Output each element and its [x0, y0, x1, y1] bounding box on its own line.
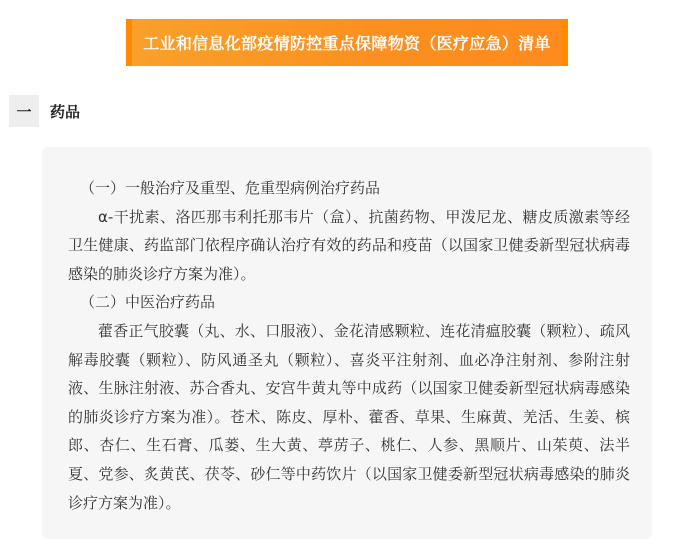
section-title: 药品: [50, 102, 81, 121]
paragraph-general-drugs: α-干扰素、洛匹那韦利托那韦片（盒）、抗菌药物、甲泼尼龙、糖皮质激素等经卫生健康、药监部门依程序确认治疗有效的药品和疫苗（以国家卫健委新型冠状病毒感染的肺炎诊疗方案为准）。: [68, 207, 630, 283]
subsection-heading-general: （一）一般治疗及重型、危重型病例治疗药品: [80, 179, 381, 197]
subsection-heading-tcm: （二）中医治疗药品: [80, 293, 216, 312]
content-body: [68, 174, 630, 517]
page-title: 工业和信息化部疫情防控重点保障物资（医疗应急）清单: [143, 34, 551, 53]
section-header: [9, 95, 80, 127]
content-card: [42, 147, 652, 539]
title-banner: [126, 19, 568, 66]
section-number-marker: 一: [9, 95, 39, 127]
paragraph-tcm-drugs: 藿香正气胶囊（丸、水、口服液）、金花清感颗粒、连花清瘟胶囊（颗粒）、疏风解毒胶囊（颗粒）、防风通圣丸（颗粒）、喜炎平注射剂、血必净注射剂、参附注射液、生脉注射液、苏合香丸、安宫牛黄丸等中成药（以国家卫健委新型冠状病毒感染的肺炎诊疗方案为准）。苍术、陈皮、厚朴、藿香、草果、生麻黄、羌活、生姜、槟郎、杏仁、生石膏、瓜蒌、生大黄、葶苈子、桃仁、人参、黑顺片、山茱萸、法半夏、党参、炙黄芪、茯苓、砂仁等中药饮片（以国家卫健委新型冠状病毒感染的肺炎诊疗方案为准）。: [68, 321, 630, 512]
banner-background: [132, 19, 562, 66]
